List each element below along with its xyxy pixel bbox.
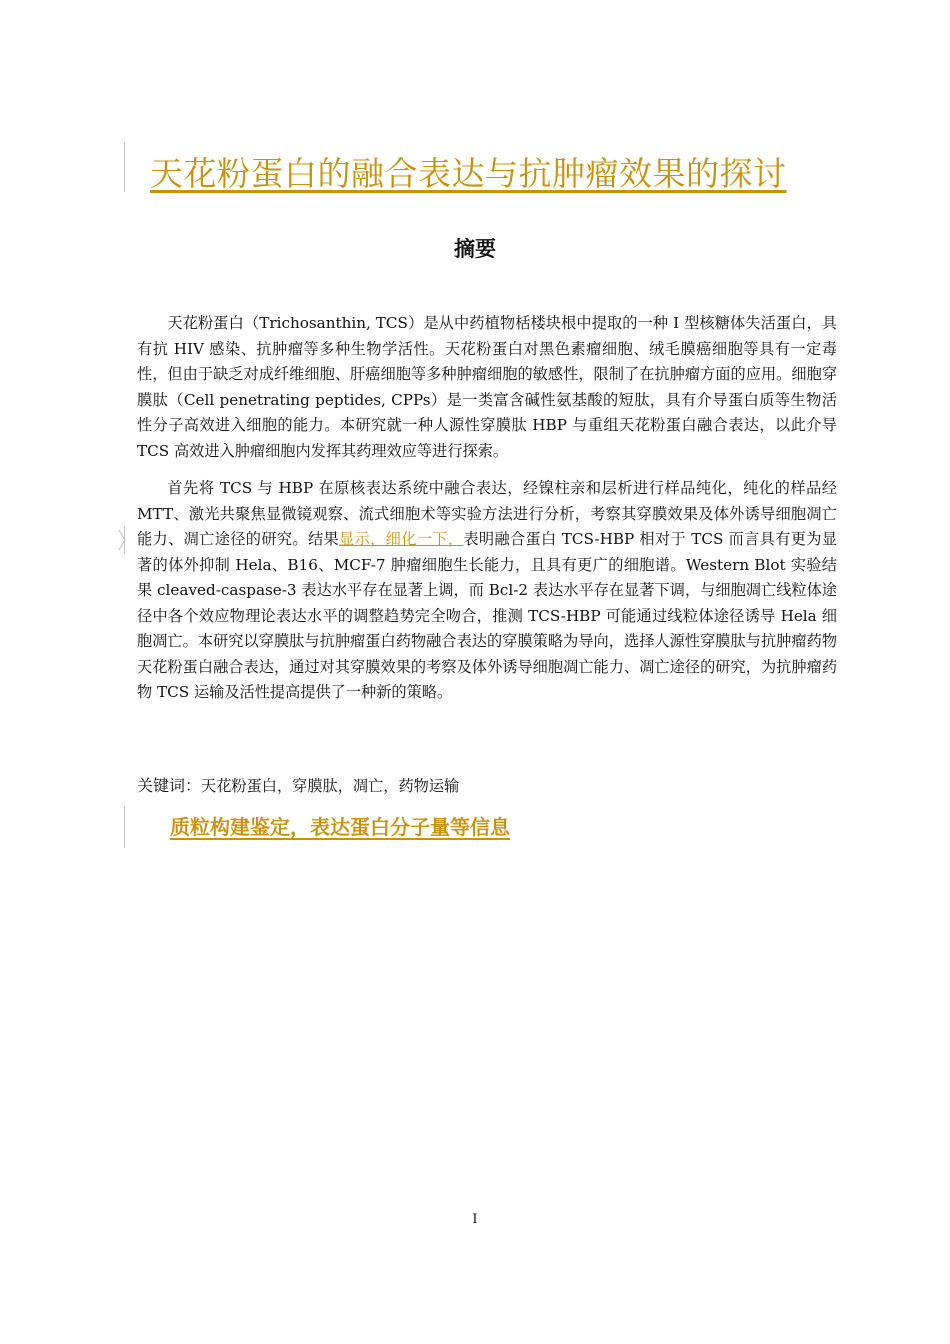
tracked-insertion[interactable]: 显示，细化一下， (339, 530, 464, 548)
paragraph2-text-before: 首先将 TCS 与 HBP 在原核表达系统中融合表达，经镍柱亲和层析进行样品纯化，纯化的样品经 MTT、激光共聚焦显微镜观察、流式细胞术等实验方法进行分析，考察其穿膜效果及体外诱导细胞凋亡能力、凋亡途径的研究。结果 (137, 479, 837, 548)
abstract-paragraph-2 (137, 476, 837, 706)
document-title[interactable]: 天花粉蛋白的融合表达与抗肿瘤效果的探讨 (150, 154, 787, 193)
abstract-paragraph-1: 天花粉蛋白（Trichosanthin, TCS）是从中药植物栝楼块根中提取的一种 I 型核糖体失活蛋白，具有抗 HIV 感染、抗肿瘤等多种生物学活性。天花粉蛋白对黑色素瘤细胞、绒毛膜癌细胞等具有一定毒性，但由于缺乏对成纤维细胞、肝癌细胞等多种肿瘤细胞的敏感性，限制了在抗肿瘤方面的应用。细胞穿膜肽（Cell penetrating peptides, CPPs）是一类富含碱性氨基酸的短肽，具有介导蛋白质等生物活性分子高效进入细胞的能力。本研究就一种人源性穿膜肽 HBP 与重组天花粉蛋白融合表达，以此介导 TCS 高效进入肿瘤细胞内发挥其药理效应等进行探索。 (137, 314, 837, 460)
paragraph2-text-after: 表明融合蛋白 TCS-HBP 相对于 TCS 而言具有更为显著的体外抑制 Hela、B16、MCF-7 肿瘤细胞生长能力，且具有更广的细胞谱。Western Blot 实验结果 cleaved-caspase-3 表达水平存在显著上调，而 Bcl-2 表达水平存在显著下调，与细胞凋亡线粒体途径中各个效应物理论表达水平的调整趋势完全吻合，推测 TCS-HBP 可能通过线粒体途径诱导 Hela 细胞凋亡。本研究以穿膜肽与抗肿瘤蛋白药物融合表达的穿膜策略为导向，选择人源性穿膜肽与抗肿瘤药物天花粉蛋白融合表达，通过对其穿膜效果的考察及体外诱导细胞凋亡能力、凋亡途径的研究，为抗肿瘤药物 TCS 运输及活性提高提供了一种新的策略。 (137, 530, 838, 701)
inserted-note[interactable]: 质粒构建鉴定，表达蛋白分子量等信息 (170, 815, 510, 839)
keywords-line (137, 773, 459, 796)
keywords-label: 关键词： (137, 776, 202, 795)
page-number: I (472, 1212, 478, 1227)
change-bar-title (124, 142, 125, 192)
abstract-heading: 摘要 (454, 237, 496, 261)
change-bar-inserted-note (124, 806, 125, 848)
comment-anchor-icon[interactable] (118, 528, 126, 552)
keywords-value: 天花粉蛋白，穿膜肽，凋亡，药物运输 (201, 777, 460, 795)
